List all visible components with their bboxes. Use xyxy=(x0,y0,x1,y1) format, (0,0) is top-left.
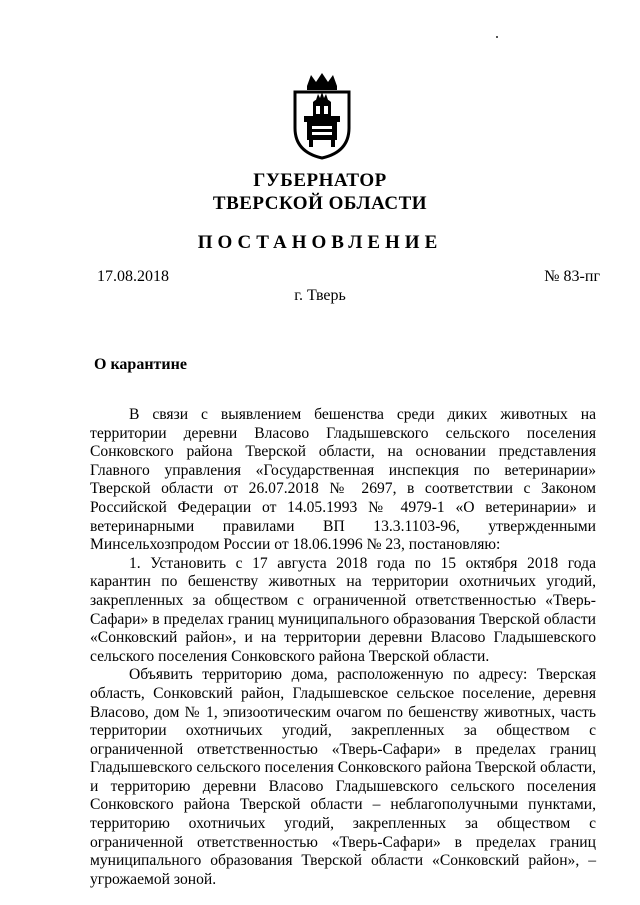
document-type: ПОСТАНОВЛЕНИЕ xyxy=(197,232,443,253)
tver-coat-of-arms-icon xyxy=(287,72,357,160)
document-body xyxy=(90,406,596,889)
document-date: 17.08.2018 xyxy=(97,268,169,285)
governor-title: ГУБЕРНАТОР xyxy=(253,170,387,191)
paragraph-item-1: 1. Установить с 17 августа 2018 года по 15 октября 2018 года карантин по бешенству животных на территории охотничьих угодий, закрепленных за обществом с ограниченной ответственностью «Тверь-Сафари» в пределах границ муниципального образования Тверской области «Сонковский район», и на территории деревни Власово Гладышевского сельского поселения Сонковского района Тверской области. xyxy=(90,554,596,665)
document-city: г. Тверь xyxy=(294,287,346,304)
document-number: № 83-пг xyxy=(544,268,600,285)
paragraph-declaration: Объявить территорию дома, расположенную по адресу: Тверская область, Сонковский район, Гладышевское сельское поселение, деревня Власово, дом № 1, эпизоотическим очагом по бешенству животных, часть территории охотничьих угодий, закрепленных за обществом с ограниченной ответственностью «Тверь-Сафари» в пределах границ Гладышевского сельского поселения Сонковского района Тверской области, и территорию деревни Власово Гладышевского сельского поселения Сонковского района Тверской области – неблагополучными пунктами, территорию охотничьих угодий, закрепленных за обществом с ограниченной ответственностью «Тверь-Сафари» в пределах границ муниципального образования Тверской области «Сонковский район», – угрожаемой зоной. xyxy=(90,666,596,888)
paragraph-preamble: В связи с выявлением бешенства среди диких животных на территории деревни Власово Гладышевского сельского поселения Сонковского района Тверской области, на основании представления Главного управления «Государственная инспекция по ветеринарии» Тверской области от 26.07.2018 № 2697, в соответствии с Законом Российской Федерации от 14.05.1993 № 4979-1 «О ветеринарии» и ветеринарными правилами ВП 13.3.1103-96, утвержденными Минсельхозпродом России от 18.06.1996 № 23, постановляю: xyxy=(90,406,596,554)
scan-speck xyxy=(496,36,498,38)
document-subject: О карантине xyxy=(94,356,187,373)
region-title: ТВЕРСКОЙ ОБЛАСТИ xyxy=(212,193,428,214)
